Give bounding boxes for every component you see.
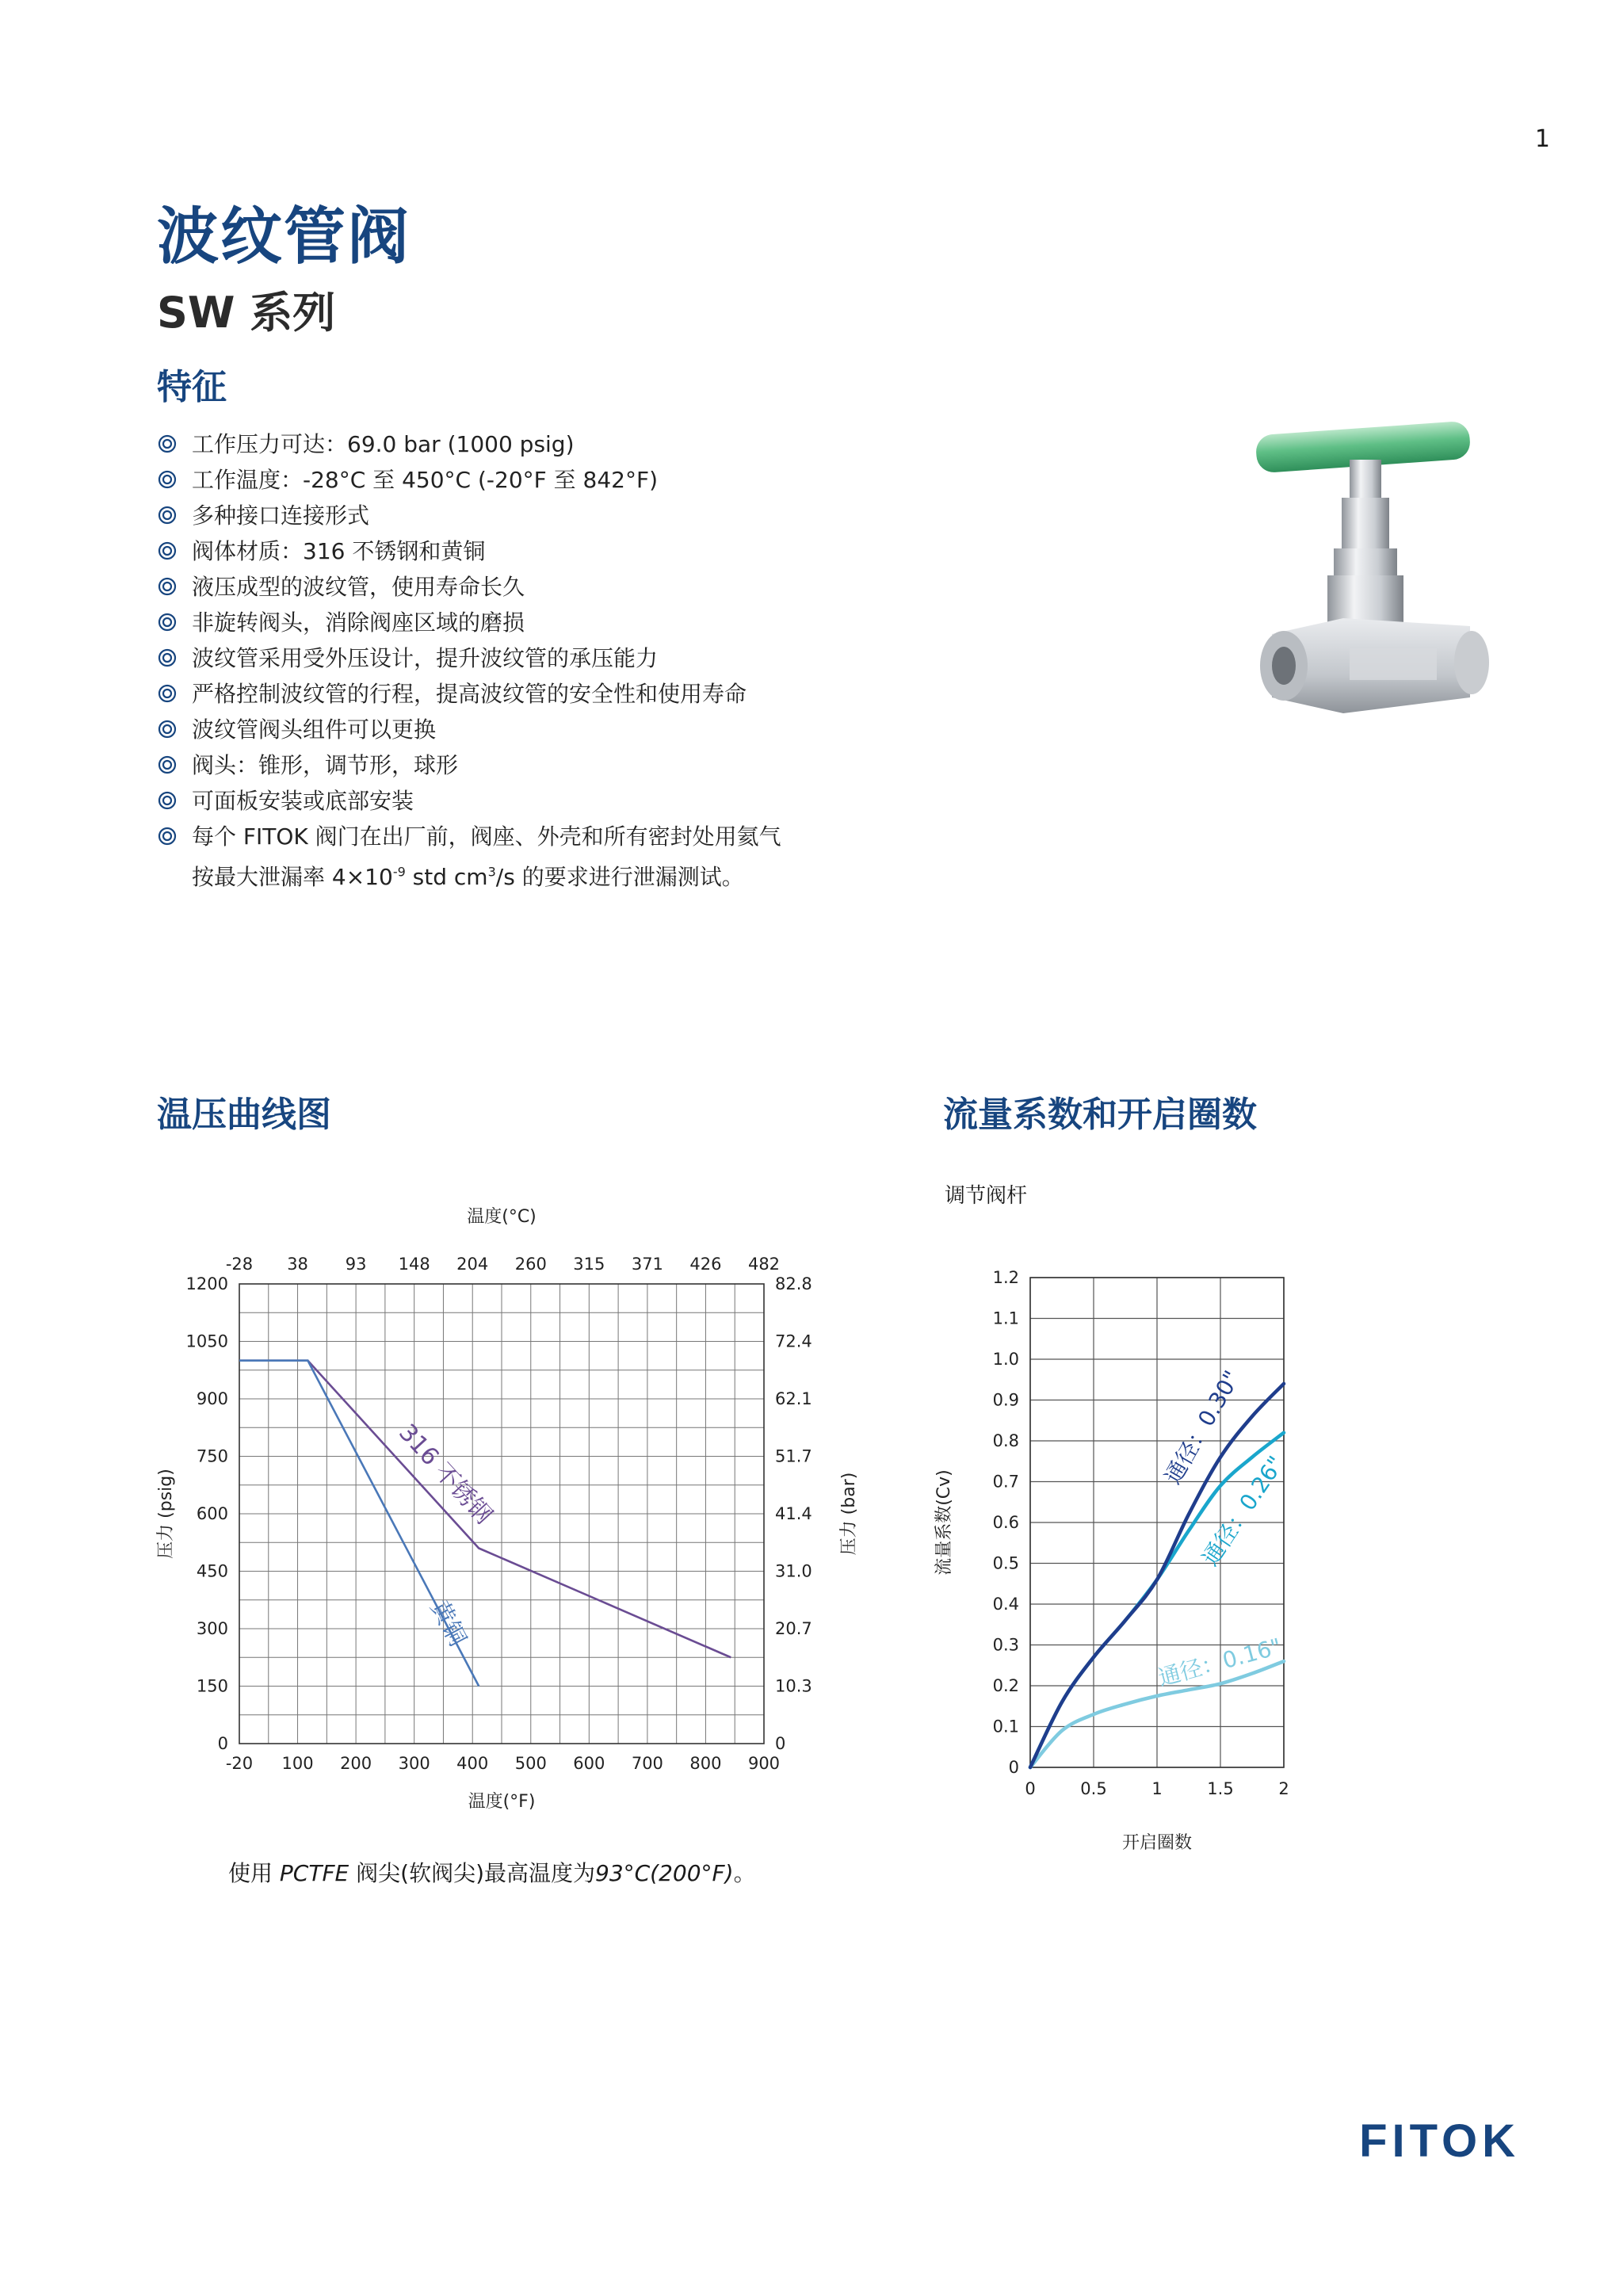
top-axis-label: 温度(°C) (467, 1207, 537, 1227)
bullet-icon (157, 826, 178, 846)
feature-text: 非旋转阀头，消除阀座区域的磨损 (192, 609, 525, 636)
feature-item (157, 819, 949, 854)
feature-text (192, 864, 744, 890)
temp-chart-heading: 温压曲线图 (157, 1095, 331, 1135)
note-text-pre: 使用 (228, 1860, 280, 1886)
feature-text: 可面板安装或底部安装 (192, 788, 414, 814)
y-tick-label: 0.4 (992, 1595, 1019, 1614)
bullet-icon (157, 541, 178, 561)
y-tick-label: 0.1 (992, 1717, 1019, 1736)
x-tick-label: 800 (689, 1754, 722, 1773)
leak-exponent: -9 (392, 865, 406, 880)
series-label-030: 通径：0.30" (1159, 1366, 1246, 1489)
bullet-icon (157, 648, 178, 668)
y-tick-label: 300 (196, 1619, 228, 1638)
bullet-icon (157, 719, 178, 739)
y-tick-label: 0.6 (992, 1513, 1019, 1532)
feature-item (157, 640, 949, 676)
feature-text: 波纹管阀头组件可以更换 (192, 716, 437, 743)
right-tick-label: 31.0 (775, 1561, 812, 1581)
bullet-icon (157, 683, 178, 704)
y-tick-label: 1.2 (992, 1268, 1019, 1287)
right-tick-label: 62.1 (775, 1389, 812, 1408)
top-tick-label: 371 (631, 1255, 663, 1274)
note-text-mid: 阀尖(软阀尖)最高温度为 (349, 1860, 595, 1886)
leak-text-mid: std cm (405, 864, 488, 891)
x-axis-label: 开启圈数 (1121, 1833, 1193, 1853)
y-tick-label: 600 (196, 1504, 228, 1523)
right-tick-label: 0 (775, 1734, 786, 1753)
fitok-logo: FITOK (1359, 2115, 1520, 2167)
x-tick-label: 1 (1151, 1779, 1163, 1798)
y-tick-label: 0.3 (992, 1635, 1019, 1655)
flow-chart-caption: 调节阀杆 (945, 1184, 1028, 1208)
feature-item (157, 533, 949, 569)
series-label-brass: 黄铜 (424, 1595, 472, 1651)
right-tick-label: 10.3 (775, 1676, 812, 1696)
y-tick-label: 0.9 (992, 1390, 1019, 1410)
y-tick-label: 150 (196, 1676, 228, 1696)
y-tick-label: 450 (196, 1561, 228, 1581)
note-text-post: 。 (733, 1860, 756, 1886)
y-tick-label: 0 (1008, 1758, 1019, 1777)
bullet-icon (157, 434, 178, 454)
feature-item (157, 783, 949, 819)
x-tick-label: 300 (398, 1754, 430, 1773)
feature-item (157, 605, 949, 640)
series-label-stainless: 316 不锈钢 (393, 1419, 498, 1530)
feature-list (157, 426, 949, 895)
feature-item (157, 426, 949, 462)
x-axis-label: 温度(°F) (468, 1792, 536, 1812)
right-tick-label: 51.7 (775, 1446, 812, 1466)
leak-text-post: /s 的要求进行泄漏测试。 (495, 864, 744, 891)
top-tick-label: 204 (456, 1255, 489, 1274)
feature-text: 液压成型的波纹管，使用寿命长久 (192, 574, 525, 600)
note-temperature: 93°C(200°F) (595, 1860, 734, 1886)
x-tick-label: 500 (514, 1754, 547, 1773)
y-tick-label: 0 (217, 1734, 228, 1753)
top-tick-label: 93 (345, 1255, 367, 1274)
y-tick-label: 1200 (185, 1274, 228, 1293)
y-tick-label: 0.5 (992, 1553, 1019, 1573)
pctfe-note (228, 1856, 756, 1888)
valve-product-image (1240, 396, 1502, 745)
flow-chart-heading: 流量系数和开启圈数 (943, 1095, 1257, 1135)
y-tick-label: 1.1 (992, 1308, 1019, 1328)
y-tick-label: 0.2 (992, 1676, 1019, 1695)
x-tick-label: 200 (340, 1754, 372, 1773)
feature-text: 工作压力可达：69.0 bar (1000 psig) (192, 431, 575, 457)
bullet-icon (157, 790, 178, 811)
bullet-icon (157, 612, 178, 632)
top-tick-label: -28 (225, 1255, 254, 1274)
note-material: PCTFE (279, 1860, 349, 1886)
bullet-icon (157, 505, 178, 525)
y-axis-label: 流量系数(Cv) (934, 1469, 954, 1576)
feature-item (157, 462, 949, 498)
right-tick-label: 20.7 (775, 1619, 812, 1638)
leak-text-pre: 按最大泄漏率 4×10 (192, 864, 393, 891)
x-tick-label: 900 (747, 1754, 781, 1773)
features-heading: 特征 (157, 367, 227, 407)
top-tick-label: 260 (514, 1255, 547, 1274)
leak-unit-exponent: 3 (487, 865, 496, 880)
top-tick-label: 148 (398, 1255, 430, 1274)
feature-text: 工作温度：-28°C 至 450°C (-20°F 至 842°F) (192, 467, 659, 493)
x-tick-label: 600 (573, 1754, 605, 1773)
feature-text: 每个 FITOK 阀门在出厂前，阀座、外壳和所有密封处用氦气 (192, 823, 781, 850)
x-tick-label: 1.5 (1207, 1779, 1234, 1798)
y-tick-label: 1.0 (992, 1350, 1019, 1369)
feature-item (157, 712, 949, 747)
feature-item (157, 747, 949, 783)
right-tick-label: 41.4 (775, 1504, 812, 1523)
bullet-icon (157, 576, 178, 597)
series-subtitle: SW 系列 (157, 288, 336, 338)
x-tick-label: 0 (1025, 1779, 1036, 1798)
bullet-icon (157, 469, 178, 490)
y-tick-label: 0.7 (992, 1472, 1019, 1492)
x-tick-label: -20 (225, 1754, 254, 1773)
y-axis-label: 压力 (psig) (156, 1469, 176, 1559)
right-axis-label: 压力 (bar) (839, 1472, 859, 1556)
feature-text: 阀头：锥形，调节形，球形 (192, 752, 459, 778)
right-tick-label: 82.8 (775, 1274, 812, 1293)
top-tick-label: 426 (689, 1255, 722, 1274)
x-tick-label: 400 (456, 1754, 489, 1773)
feature-item (157, 498, 949, 533)
page-number: 1 (1534, 125, 1550, 153)
right-tick-label: 72.4 (775, 1331, 812, 1351)
feature-text: 严格控制波纹管的行程，提高波纹管的安全性和使用寿命 (192, 681, 747, 707)
y-tick-label: 1050 (185, 1331, 228, 1351)
y-tick-label: 0.8 (992, 1431, 1019, 1450)
feature-text: 阀体材质：316 不锈钢和黄铜 (192, 538, 486, 564)
y-tick-label: 900 (196, 1389, 228, 1408)
top-tick-label: 315 (573, 1255, 605, 1274)
x-tick-label: 700 (631, 1754, 663, 1773)
flow-coefficient-chart (919, 1260, 1331, 1870)
feature-text: 多种接口连接形式 (192, 502, 370, 529)
bullet-icon (157, 755, 178, 775)
series-label-026: 通径：0.26" (1197, 1451, 1289, 1571)
y-tick-label: 750 (196, 1446, 228, 1466)
feature-item (157, 676, 949, 712)
top-tick-label: 38 (287, 1255, 308, 1274)
top-tick-label: 482 (747, 1255, 781, 1274)
temperature-pressure-chart (143, 1197, 888, 1831)
series-label-016: 通径：0.16" (1155, 1633, 1285, 1691)
x-tick-label: 2 (1278, 1779, 1289, 1798)
feature-text: 波纹管采用受外压设计，提升波纹管的承压能力 (192, 645, 659, 671)
feature-item (157, 569, 949, 605)
page-title: 波纹管阀 (157, 201, 411, 273)
x-tick-label: 0.5 (1080, 1779, 1107, 1798)
feature-item-continuation (157, 854, 949, 895)
x-tick-label: 100 (281, 1754, 314, 1773)
